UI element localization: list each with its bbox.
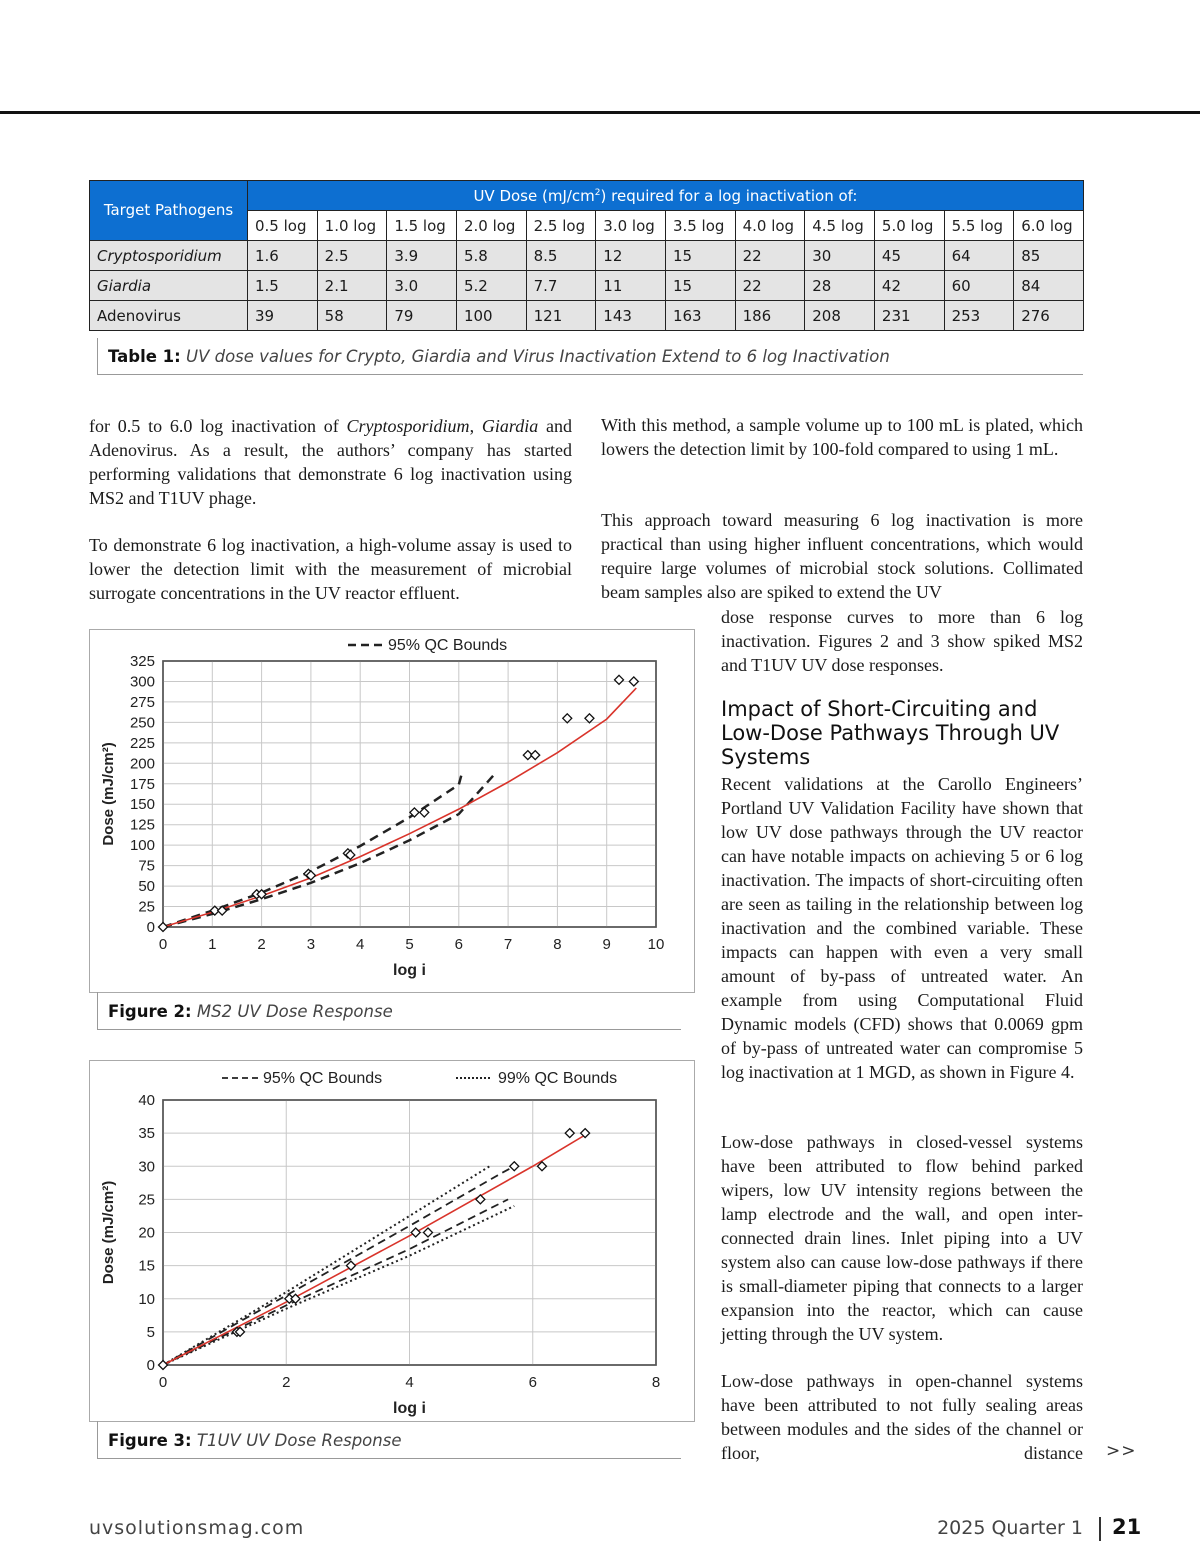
footer-site[interactable]: uvsolutionsmag.com bbox=[89, 1517, 305, 1539]
log-column-header: 2.0 log bbox=[456, 211, 526, 241]
dose-cell: 12 bbox=[596, 241, 666, 271]
x-tick-label: 10 bbox=[647, 936, 665, 953]
table-row bbox=[90, 301, 1084, 331]
dose-cell: 45 bbox=[874, 241, 944, 271]
col1-paragraph-2: To demonstrate 6 log inactivation, a high-volume assay is used to lower the detection limit with the measurement of microbial surrogate concentrations in the UV reactor effluent. bbox=[89, 535, 572, 603]
y-axis-title: Dose (mJ/cm²) bbox=[100, 1180, 117, 1285]
pathogen-name: Cryptosporidium bbox=[90, 241, 248, 271]
dose-cell: 2.1 bbox=[317, 271, 387, 301]
y-tick-label: 15 bbox=[138, 1257, 155, 1275]
page-number: 21 bbox=[1112, 1515, 1142, 1539]
y-tick-label: 0 bbox=[146, 1357, 155, 1374]
col3-paragraph-2: Low-dose pathways in closed-vessel systems have been attributed to flow behind parked wipers, low UV intensity regions between the lamp electrode and the wall, and open inter-connected drain lines. Inlet piping into a UV system also can cause low-dose pathways if there is small-diameter piping that connects to a larger expansion into the reactor, which can cause jetting through the UV system. bbox=[721, 1132, 1083, 1344]
y-tick-label: 40 bbox=[138, 1092, 155, 1109]
x-tick-label: 8 bbox=[651, 1374, 661, 1391]
y-tick-label: 30 bbox=[138, 1158, 155, 1176]
log-column-header: 3.5 log bbox=[665, 211, 735, 241]
legend-99-label: 99% QC Bounds bbox=[498, 1070, 618, 1087]
dose-cell: 28 bbox=[805, 271, 875, 301]
y-tick-label: 25 bbox=[138, 898, 155, 916]
pathogen-name: Adenovirus bbox=[90, 301, 248, 331]
dose-cell: 100 bbox=[456, 301, 526, 331]
x-tick-label: 6 bbox=[528, 1374, 537, 1391]
col2-paragraph-2-continued: dose response curves to more than 6 log inactivation. Figures 2 and 3 show spiked MS2 and T1UV UV dose responses. bbox=[721, 607, 1083, 675]
x-tick-label: 2 bbox=[282, 1374, 291, 1391]
figure-2-frame bbox=[89, 629, 695, 993]
y-axis-title: Dose (mJ/cm²) bbox=[100, 742, 117, 846]
col1-paragraph-1: for 0.5 to 6.0 log inactivation of Cryptosporidium, Giardia and Adenovirus. As a result, the authors’ company has started performing validations that demonstrate 6 log inactivation using MS2 and T1UV phage. bbox=[89, 416, 572, 508]
dose-cell: 11 bbox=[596, 271, 666, 301]
header-rule bbox=[0, 111, 1200, 114]
y-tick-label: 20 bbox=[138, 1224, 155, 1242]
uv-dose-header: UV Dose $(mJ/cm^2)$ required for a log inactivation of: bbox=[248, 181, 1084, 211]
y-tick-label: 100 bbox=[129, 837, 155, 855]
dose-cell: 42 bbox=[874, 271, 944, 301]
ms2-dose-response-chart bbox=[90, 630, 694, 992]
dose-cell: 15 bbox=[665, 241, 735, 271]
dose-cell: 143 bbox=[596, 301, 666, 331]
x-tick-label: 0 bbox=[158, 936, 168, 953]
dose-cell: 5.2 bbox=[456, 271, 526, 301]
log-column-header: 1.5 log bbox=[387, 211, 457, 241]
footer-separator bbox=[1099, 1517, 1101, 1541]
y-tick-label: 200 bbox=[129, 755, 155, 773]
dose-cell: 2.5 bbox=[317, 241, 387, 271]
x-tick-label: 5 bbox=[405, 936, 414, 953]
dose-cell: 15 bbox=[665, 271, 735, 301]
dose-cell: 276 bbox=[1014, 301, 1084, 331]
col2-paragraph-2: This approach toward measuring 6 log inactivation is more practical than using higher influent concentrations, which would require large volumes of microbial stock solutions. Collimated beam samples also are spiked to extend the UV bbox=[601, 510, 1083, 602]
col3-paragraph-3: Low-dose pathways in open-channel systems have been attributed to not fully sealing areas between modules and the sides of the channel or floor, distance bbox=[721, 1371, 1083, 1463]
y-tick-label: 75 bbox=[138, 857, 155, 875]
figure-3-caption: Figure 3: T1UV UV Dose Response bbox=[97, 1421, 681, 1459]
y-tick-label: 10 bbox=[138, 1290, 155, 1308]
dose-cell: 79 bbox=[387, 301, 457, 331]
log-column-header: 2.5 log bbox=[526, 211, 596, 241]
y-tick-label: 175 bbox=[129, 775, 155, 793]
figure-2-caption: Figure 2: MS2 UV Dose Response bbox=[97, 992, 681, 1030]
x-axis-title: log i bbox=[393, 1400, 426, 1417]
x-tick-label: 9 bbox=[602, 936, 611, 953]
y-tick-label: 5 bbox=[146, 1323, 155, 1341]
y-tick-label: 25 bbox=[138, 1191, 155, 1209]
uv-dose-table bbox=[89, 180, 1084, 331]
dose-cell: 3.0 bbox=[387, 271, 457, 301]
y-tick-label: 0 bbox=[146, 919, 155, 936]
x-tick-label: 0 bbox=[158, 1374, 168, 1391]
dose-cell: 64 bbox=[944, 241, 1014, 271]
dose-cell: 121 bbox=[526, 301, 596, 331]
y-tick-label: 125 bbox=[129, 816, 155, 834]
log-column-header: 4.0 log bbox=[735, 211, 805, 241]
y-tick-label: 275 bbox=[129, 693, 155, 711]
footer-issue: 2025 Quarter 1 bbox=[937, 1517, 1083, 1539]
log-column-header: 0.5 log bbox=[248, 211, 318, 241]
dose-cell: 7.7 bbox=[526, 271, 596, 301]
log-column-header: 4.5 log bbox=[805, 211, 875, 241]
target-pathogens-header: Target Pathogens bbox=[90, 181, 248, 241]
dose-cell: 231 bbox=[874, 301, 944, 331]
x-tick-label: 8 bbox=[553, 936, 562, 953]
table-row bbox=[90, 241, 1084, 271]
dose-cell: 84 bbox=[1014, 271, 1084, 301]
x-axis-title: log i bbox=[393, 962, 426, 979]
log-column-header: 5.0 log bbox=[874, 211, 944, 241]
t1uv-dose-response-chart bbox=[90, 1061, 694, 1421]
log-column-header: 1.0 log bbox=[317, 211, 387, 241]
dose-cell: 39 bbox=[248, 301, 318, 331]
dose-cell: 30 bbox=[805, 241, 875, 271]
continue-arrow: >> bbox=[1106, 1441, 1137, 1461]
log-column-header: 6.0 log bbox=[1014, 211, 1084, 241]
x-tick-label: 6 bbox=[454, 936, 463, 953]
y-tick-label: 35 bbox=[138, 1125, 155, 1143]
log-column-header: 3.0 log bbox=[596, 211, 666, 241]
dose-cell: 22 bbox=[735, 241, 805, 271]
x-tick-label: 3 bbox=[306, 936, 316, 953]
legend-95-label: 95% QC Bounds bbox=[388, 637, 508, 654]
x-tick-label: 1 bbox=[208, 936, 217, 953]
dose-cell: 22 bbox=[735, 271, 805, 301]
dose-cell: 8.5 bbox=[526, 241, 596, 271]
x-tick-label: 4 bbox=[405, 1374, 414, 1391]
col3-paragraph-1: Recent validations at the Carollo Engineers’ Portland UV Validation Facility have shown that low UV dose pathways through the UV reactor can have notable impacts on achieving 5 or 6 log inactivation. The impacts of short-circuiting often are seen as tailing in the relationship between log inactivation and the combined variable. These impacts can happen with even a very small amount of by-pass of untreated water. An example from using Computational Fluid Dynamic models (CFD) shows that 0.0069 gpm of by-pass of untreated water can compromise 5 log inactivation at 1 MGD, as shown in Figure 4. bbox=[721, 774, 1083, 1082]
y-tick-label: 325 bbox=[129, 653, 155, 670]
x-tick-label: 7 bbox=[503, 936, 513, 953]
x-tick-label: 2 bbox=[257, 936, 266, 953]
y-tick-label: 150 bbox=[129, 796, 155, 814]
log-column-header: 5.5 log bbox=[944, 211, 1014, 241]
dose-cell: 60 bbox=[944, 271, 1014, 301]
dose-cell: 208 bbox=[805, 301, 875, 331]
dose-cell: 3.9 bbox=[387, 241, 457, 271]
dose-cell: 253 bbox=[944, 301, 1014, 331]
section-heading: Impact of Short-Circuiting and Low-Dose Pathways Through UV Systems bbox=[721, 697, 1060, 769]
y-tick-label: 50 bbox=[138, 878, 155, 896]
dose-cell: 85 bbox=[1014, 241, 1084, 271]
dose-cell: 163 bbox=[665, 301, 735, 331]
y-tick-label: 300 bbox=[129, 673, 155, 691]
dose-cell: 1.6 bbox=[248, 241, 318, 271]
pathogen-name: Giardia bbox=[90, 271, 248, 301]
dose-cell: 5.8 bbox=[456, 241, 526, 271]
legend-95-label: 95% QC Bounds bbox=[263, 1070, 383, 1087]
dose-cell: 58 bbox=[317, 301, 387, 331]
col2-paragraph-1: With this method, a sample volume up to 100 mL is plated, which lowers the detection limit by 100-fold compared to using 1 mL. bbox=[601, 415, 1083, 459]
dose-cell: 1.5 bbox=[248, 271, 318, 301]
x-tick-label: 4 bbox=[356, 936, 365, 953]
dose-cell: 186 bbox=[735, 301, 805, 331]
figure-3-frame bbox=[89, 1060, 695, 1422]
table-row bbox=[90, 271, 1084, 301]
table-caption: Table 1: UV dose values for Crypto, Giardia and Virus Inactivation Extend to 6 log Inactivation bbox=[97, 338, 1083, 375]
y-tick-label: 225 bbox=[129, 734, 155, 752]
y-tick-label: 250 bbox=[129, 714, 155, 732]
